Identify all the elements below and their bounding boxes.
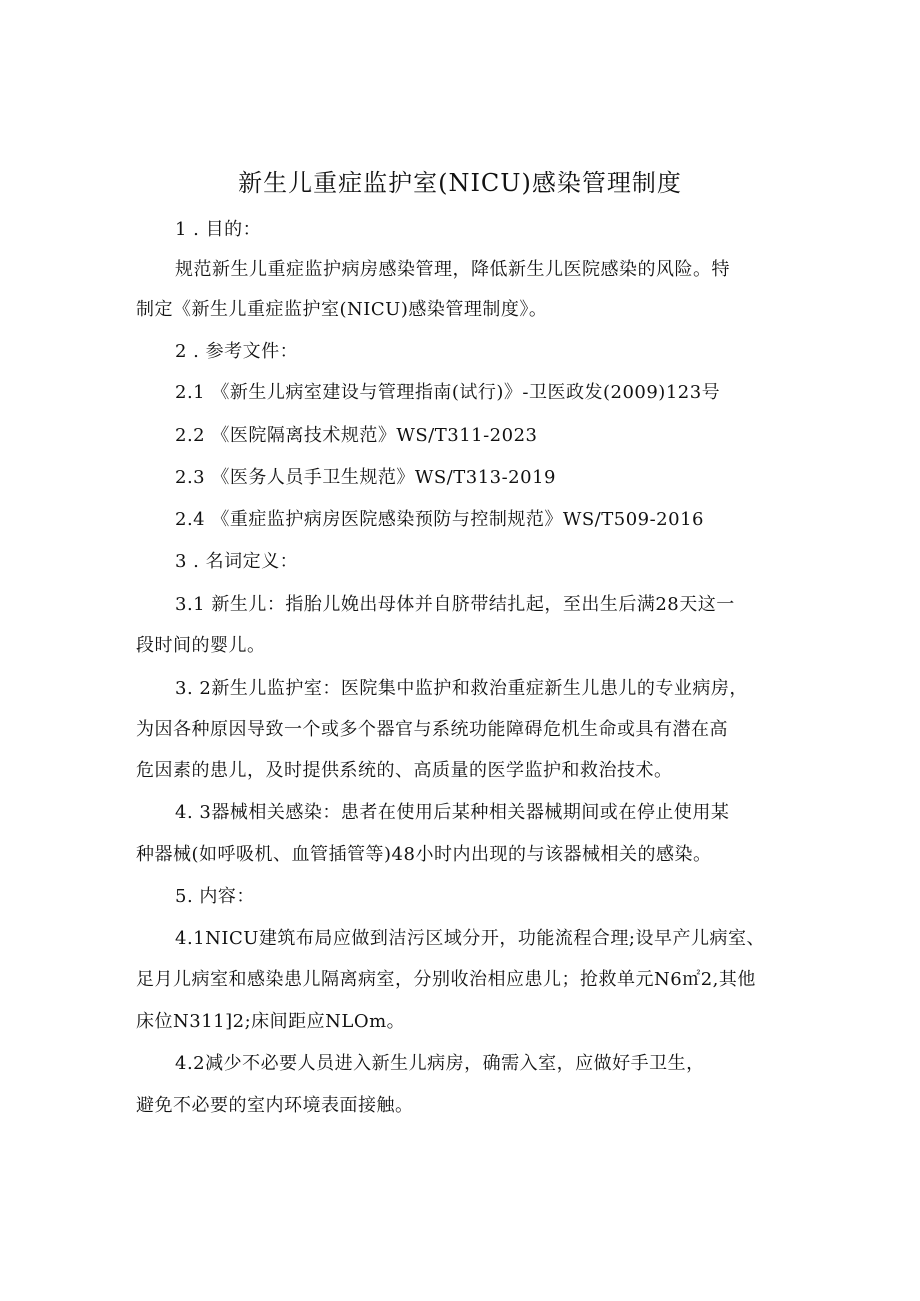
paragraph-line: 避免不必要的室内环境表面接触。 (136, 1095, 414, 1116)
reference-item: 2.3 《医务人员手卫生规范》WS/T313-2019 (175, 467, 556, 488)
section-heading: 2 . 参考文件： (175, 341, 299, 362)
reference-item: 2.2 《医院隔离技术规范》WS/T311-2023 (175, 425, 538, 446)
paragraph-line: 为因各种原因导致一个或多个器官与系统功能障碍危机生命或具有潜在高 (136, 719, 728, 740)
paragraph-line: 种器械(如呼吸机、血管插管等)48小时内出现的与该器械相关的感染。 (136, 844, 712, 865)
paragraph-line: 制定《新生儿重症监护室(NICU)感染管理制度》。 (136, 299, 548, 320)
paragraph-line: 4.1NICU建筑布局应做到洁污区域分开，功能流程合理;设早产儿病室、 (175, 928, 765, 949)
section-heading: 5. 内容： (175, 886, 255, 907)
paragraph-line: 床位N311]2;床间距应NLOm。 (136, 1011, 406, 1032)
paragraph-line: 4.2减少不必要人员进入新生儿病房，确需入室，应做好手卫生， (175, 1053, 705, 1074)
paragraph-line: 3. 2新生儿监护室：医院集中监护和救治重症新生儿患儿的专业病房， (175, 678, 748, 699)
section-heading: 3 . 名词定义： (175, 551, 299, 572)
section-heading: 1 . 目的： (175, 219, 262, 240)
document-title: 新生儿重症监护室(NICU)感染管理制度 (238, 169, 682, 197)
reference-item: 2.4 《重症监护病房医院感染预防与控制规范》WS/T509-2016 (175, 509, 704, 530)
paragraph-line: 4. 3器械相关感染：患者在使用后某种相关器械期间或在停止使用某 (175, 802, 730, 823)
paragraph-line: 规范新生儿重症监护病房感染管理，降低新生儿医院感染的风险。特 (175, 259, 730, 280)
paragraph-line: 3.1 新生儿：指胎儿娩出母体并自脐带结扎起，至出生后满28天这一 (175, 594, 735, 615)
paragraph-line: 段时间的婴儿。 (136, 635, 266, 656)
paragraph-line: 足月儿病室和感染患儿隔离病室，分别收治相应患儿；抢救单元N6㎡2,其他 (136, 969, 756, 990)
paragraph-line: 危因素的患儿，及时提供系统的、高质量的医学监护和救治技术。 (136, 760, 673, 781)
reference-item: 2.1 《新生儿病室建设与管理指南(试行)》-卫医政发(2009)123号 (175, 382, 721, 403)
